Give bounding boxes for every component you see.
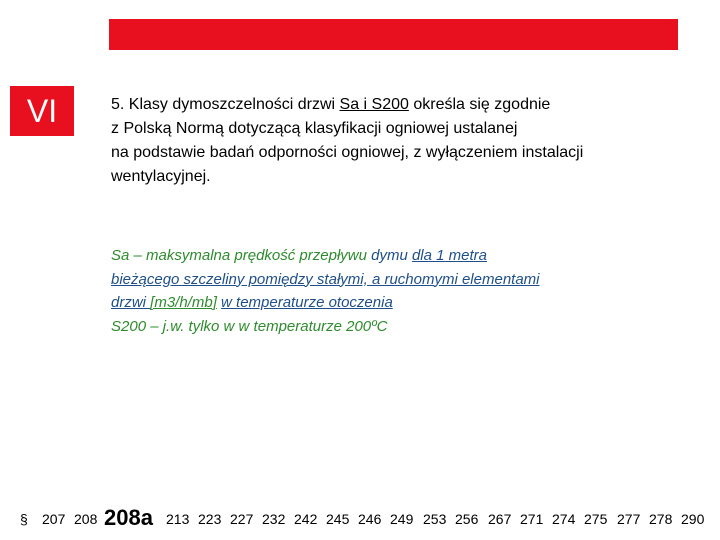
- nav-link-207[interactable]: 207: [42, 511, 66, 527]
- nav-link-249[interactable]: 249: [390, 511, 414, 527]
- nav-link-227[interactable]: 227: [230, 511, 254, 527]
- note-per-meter: dla 1 metra: [411, 247, 488, 264]
- main-line-4: wentylacyjnej.: [111, 168, 211, 185]
- nav-link-256[interactable]: 256: [455, 511, 479, 527]
- note-line-4: S200 – j.w. tylko w w temperaturze 200ºC: [111, 317, 388, 335]
- paragraph-navigation: [0, 501, 720, 537]
- note-line-2: bieżącego szczeliny pomiędzy stałymi, a ruchomymi elementami: [111, 270, 540, 288]
- nav-link-242[interactable]: 242: [294, 511, 318, 527]
- nav-link-246[interactable]: 246: [358, 511, 382, 527]
- note-max-speed: maksymalna prędkość przepływu: [146, 247, 367, 264]
- note-sa-label: Sa –: [111, 247, 147, 264]
- section-sign: §: [20, 511, 28, 527]
- nav-link-208[interactable]: 208: [74, 511, 98, 527]
- note-unit: [m3/h/mb]: [150, 294, 217, 311]
- class-symbols: Sa i S200: [339, 96, 409, 113]
- main-line-3: na podstawie badań odporności ogniowej, z wyłączeniem instalacji: [111, 144, 584, 161]
- section-marker: VI: [10, 86, 74, 136]
- note-line-1: [111, 244, 701, 268]
- main-line-1: [111, 93, 691, 117]
- nav-link-290[interactable]: 290: [681, 511, 705, 527]
- definition-note: [111, 244, 701, 338]
- main-paragraph: [111, 93, 691, 189]
- main-line-2: z Polską Normą dotyczącą klasyfikacji ogniowej ustalanej: [111, 120, 518, 137]
- nav-link-275[interactable]: 275: [584, 511, 608, 527]
- note-ambient-temp: w temperaturze otoczenia: [221, 294, 393, 311]
- nav-link-278[interactable]: 278: [649, 511, 673, 527]
- nav-current-208a: 208a: [104, 505, 153, 530]
- nav-link-232[interactable]: 232: [262, 511, 286, 527]
- note-line-3: [111, 291, 701, 315]
- nav-link-213[interactable]: 213: [166, 511, 190, 527]
- nav-link-253[interactable]: 253: [423, 511, 447, 527]
- nav-link-277[interactable]: 277: [617, 511, 641, 527]
- slide-title-bar: [109, 19, 678, 74]
- nav-link-223[interactable]: 223: [198, 511, 222, 527]
- nav-link-267[interactable]: 267: [488, 511, 512, 527]
- main-line-1-end: określa się zgodnie: [408, 96, 551, 113]
- note-smoke: dymu: [366, 247, 412, 264]
- slide-title: § 208a. Klasy reakcji na ogień: [124, 57, 343, 74]
- main-line-1-start: 5. Klasy dymoszczelności drzwi: [111, 96, 340, 113]
- nav-link-271[interactable]: 271: [520, 511, 544, 527]
- note-door: drzwi: [111, 294, 151, 311]
- nav-link-274[interactable]: 274: [552, 511, 576, 527]
- nav-link-245[interactable]: 245: [326, 511, 350, 527]
